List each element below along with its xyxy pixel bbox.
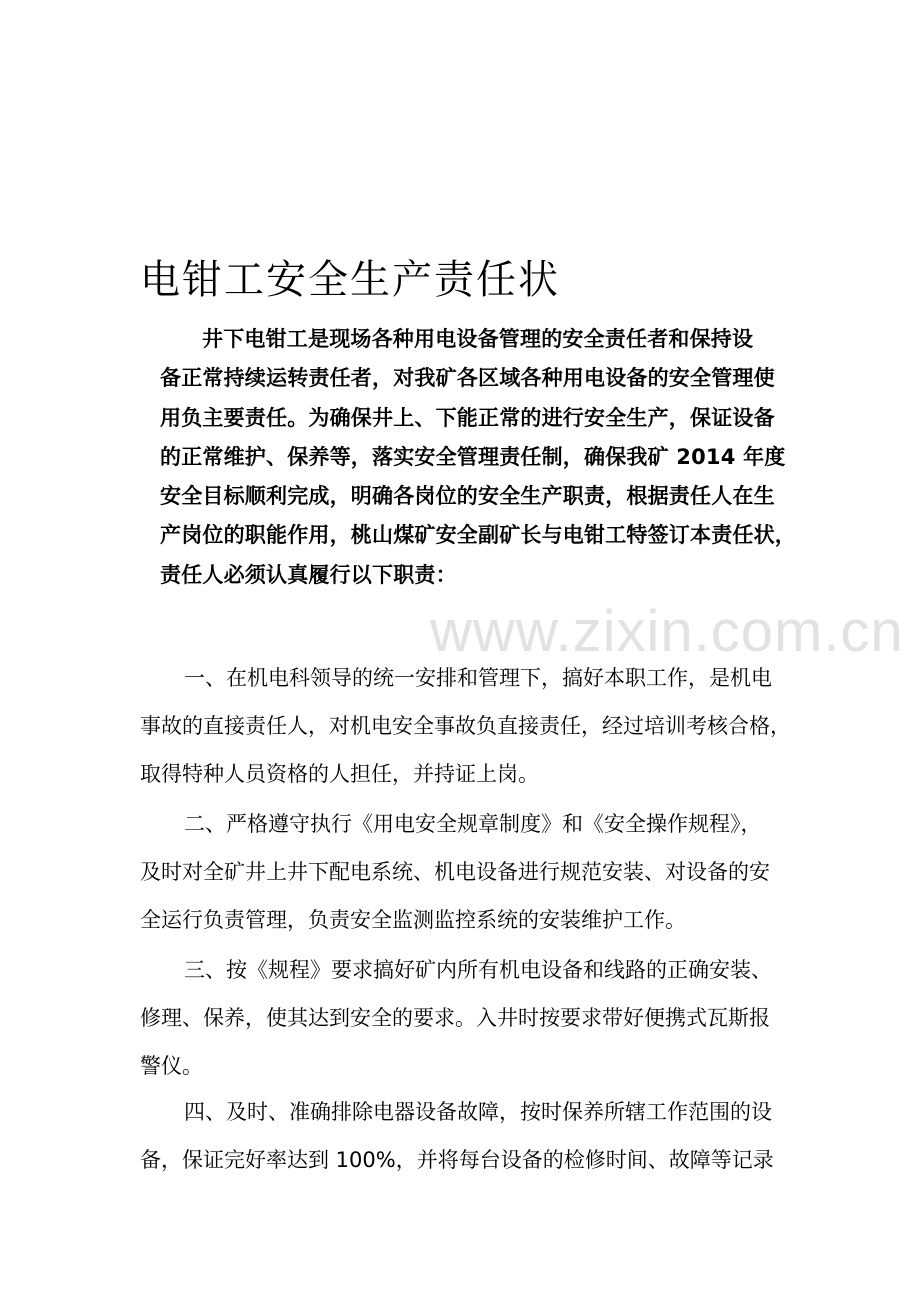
clause-3 bbox=[140, 946, 800, 1090]
clause-2 bbox=[140, 800, 800, 944]
clause-line: 及时对全矿井上井下配电系统、机电设备进行规范安装、对设备的安 bbox=[140, 860, 770, 884]
clause-line: 二、严格遵守执行《用电安全规章制度》和《安全操作规程》， bbox=[184, 812, 762, 836]
document-title: 电钳工安全生产责任状 bbox=[140, 257, 560, 303]
clause-1 bbox=[140, 654, 800, 798]
clause-line: 一、在机电科领导的统一安排和管理下，搞好本职工作，是机电 bbox=[184, 666, 772, 690]
intro-line: 井下电钳工是现场各种用电设备管理的安全责任者和保持设 bbox=[202, 327, 754, 351]
clause-line: 四、及时、准确排除电器设备故障，按时保养所辖工作范围的设 bbox=[184, 1100, 772, 1124]
clause-line: 三、按《规程》要求搞好矿内所有机电设备和线路的正确安装、 bbox=[184, 958, 772, 982]
clause-line: 备，保证完好率达到 100%，并将每台设备的检修时间、故障等记录 bbox=[140, 1148, 774, 1172]
intro-line: 备正常持续运转责任者，对我矿各区域各种用电设备的安全管理使 bbox=[160, 366, 775, 391]
intro-line: 安全目标顺利完成，明确各岗位的安全生产职责，根据责任人在生 bbox=[160, 484, 775, 509]
intro-line: 的正常维护、保养等，落实安全管理责任制，确保我矿 2014 年度 bbox=[160, 444, 786, 469]
clause-4 bbox=[140, 1088, 800, 1184]
clause-line: 取得特种人员资格的人担任，并持证上岗。 bbox=[140, 762, 539, 786]
watermark: www.zixin.com.cn bbox=[430, 599, 904, 664]
clause-line: 修理、保养，使其达到安全的要求。入井时按要求带好便携式瓦斯报 bbox=[140, 1006, 770, 1030]
intro-line: 用负主要责任。为确保井上、下能正常的进行安全生产，保证设备 bbox=[160, 405, 775, 430]
intro-line: 产岗位的职能作用，桃山煤矿安全副矿长与电钳工特签订本责任状， bbox=[160, 523, 796, 548]
clause-line: 警仪。 bbox=[140, 1054, 203, 1078]
intro-line: 责任人必须认真履行以下职责： bbox=[160, 562, 457, 587]
clause-line: 事故的直接责任人，对机电安全事故负直接责任，经过培训考核合格， bbox=[140, 714, 791, 738]
clause-line: 全运行负责管理，负责安全监测监控系统的安装维护工作。 bbox=[140, 908, 686, 932]
intro-paragraph bbox=[160, 320, 800, 595]
